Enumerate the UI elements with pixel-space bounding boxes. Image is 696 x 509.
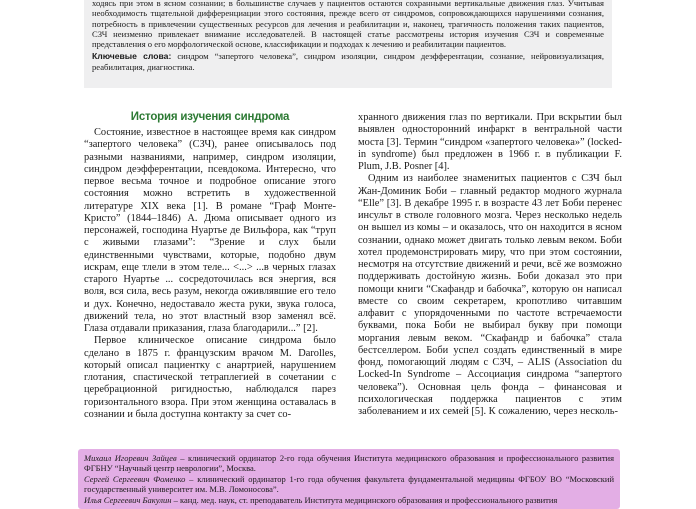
author-info-box xyxy=(78,449,620,509)
right-column xyxy=(358,112,622,418)
author-name: Михаил Игоревич Зайцев xyxy=(84,453,177,463)
author-name: Сергей Сергеевич Фоменко xyxy=(84,474,186,484)
paragraph: хранного движения глаз по вертикали. При вскрытии был выявлен односторонний инфаркт в вентральной части моста [3]. Термин “синдром «запертого человека»” (locked-in syndrome) был предложен в 1966 г. в публикации F. Plum, J.B. Posner [4]. xyxy=(358,112,622,172)
keywords-list: синдром “запертого человека”, синдром изоляции, синдром деэфферентации, сознание, нейровизуализация, реабилитация, диагностика. xyxy=(92,51,604,72)
abstract-text: ходясь при этом в ясном сознании; в большинстве случаев у пациентов остаются сохранными вертикальные движения глаз. Учитывая необходимость тщательной дифференциации этого состояния, прежде всего от синдромов, сопровождающихся нарушениями сознания, потребность в привлечении существенных ресурсов для лечения и реабилитации и, наконец, трагичность положения таких пациентов, СЗЧ неизменно привлекает внимание исследователей. В настоящей статье рассмотрены история изучения СЗЧ и современные представления о его морфологической основе, классификации и подходах к лечению и реабилитации пациентов. xyxy=(92,0,604,50)
paragraph: Состояние, известное в настоящее время как синдром “запертого человека” (СЗЧ), ранее описывалось под разными названиями, например, синдром изоляции, синдром деэфферентации, псевдокома. Интересно, что первое весьма точное и подробное описание этого состояния можно встретить в художественной литературе XIX века [1]. В романе “Граф Монте-Кристо” (1844–1846) А. Дюма описывает одного из персонажей, господина Нуартье де Вильфора, как “труп с живыми глазами”: “Зрение и слух были единственными чувствами, которые, подобно двум искрам, еще тлели в этом теле... <...> ...в черных глазах старого Нуартье ... сосредоточилась вся энергия, вся воля, вся сила, весь разум, некогда оживлявшие его тело и дух. Конечно, недоставало жеста руки, звука голоса, движений тела, но этот властный взор заменял всё. Глаза отдавали приказания, глаза благодарили...” [2]. xyxy=(84,127,336,334)
keywords xyxy=(92,51,604,72)
author-details: – клинический ординатор 2-го года обучения Института медицинского образования и профессионального развития ФГБНУ “Научный центр неврологии”, Москва. xyxy=(84,453,614,473)
paragraph: Первое клиническое описание синдрома было сделано в 1875 г. французским врачом M. Darolles, который описал пациентку с анартрией, нарушением глотания, спастической тетраплегией в сочетании с церебрационной ригидностью, наблюдался парез горизонтального взора. При этом женщина оставалась в сознании и была доступна контакту за счет со- xyxy=(84,335,336,420)
author-entry xyxy=(84,453,614,473)
author-name: Илья Сергеевич Бакулин xyxy=(84,495,172,505)
author-details: – клинический ординатор 1-го года обучения факультета фундаментальной медицины ФГБОУ ВО “Московский государственный университет им. М.В. Ломоносова”. xyxy=(84,474,614,494)
author-entry xyxy=(84,474,614,494)
abstract-box xyxy=(84,0,612,88)
paragraph: Одним из наиболее знаменитых пациентов с СЗЧ был Жан-Доминик Боби – главный редактор модного журнала “Elle” [3]. В декабре 1995 г. в возрасте 43 лет Боби перенес инсульт в стволе головного мозга. Через несколько недель он вышел из комы – и оказалось, что он находится в ясном сознании, однако может двигать только левым веком. Боби хотел продемонстрировать миру, что при этом состоянии, несмотря на отсутствие движений и речи, всё же возможно поддерживать достойную жизнь. Боби доказал это при помощи книги “Скафандр и бабочка”, которую он написал вместе со своим секретарем, кропотливо читавшим алфавит с упорядоченными по частоте встречаемости буквами, пока Боби не выбирал букву при помощи моргания левым веком. “Скафандр и бабочка” стала бестселлером. Боби успел создать единственный в мире фонд, помогающий людям с СЗЧ, – ALIS (Association du Locked-In Syndrome – Ассоциация синдрома “запертого человека”). Основная цель фонда – финансовая и психологическая поддержка пациентов с этим заболеванием и их семей [5]. К сожалению, через несколь- xyxy=(358,173,622,417)
left-column xyxy=(84,127,336,421)
section-heading: История изучения синдрома xyxy=(130,111,290,123)
author-details: – канд. мед. наук, ст. преподаватель Института медицинского образования и профессионального развития xyxy=(171,495,558,505)
keywords-label: Ключевые слова: xyxy=(92,51,172,62)
